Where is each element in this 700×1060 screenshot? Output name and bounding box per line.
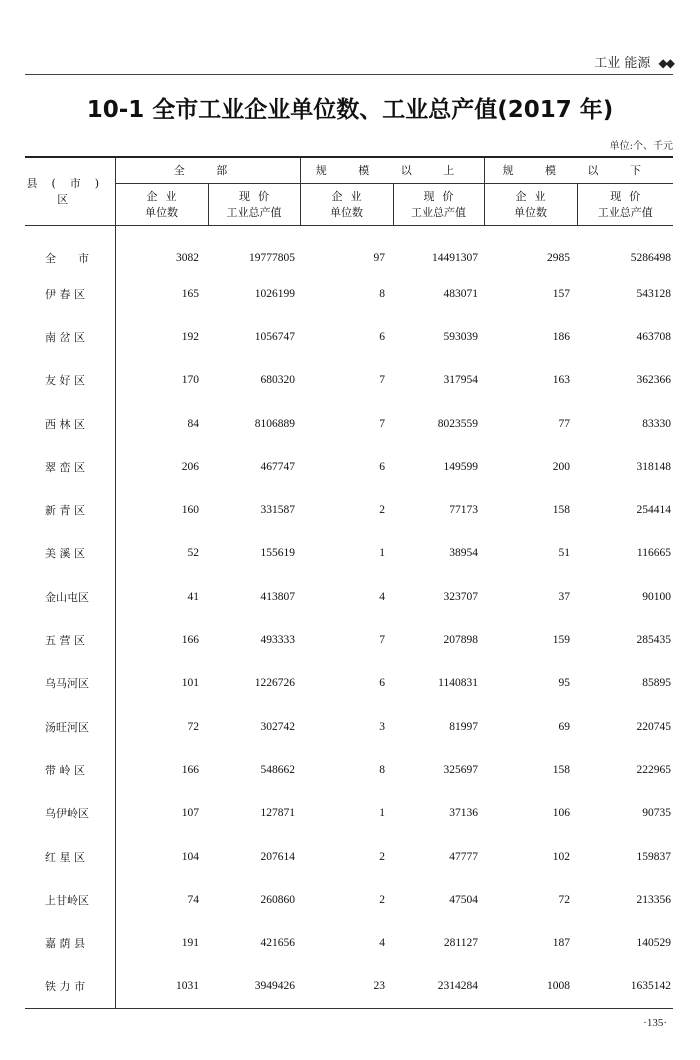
region-name: 红 星 区 (25, 835, 115, 878)
value-cell: 2985 (547, 252, 570, 264)
value-cell: 200 (552, 460, 570, 473)
value-cell: 104 (181, 850, 199, 863)
value-cell: 1140831 (438, 677, 478, 690)
sub-header-line2: 单位数 (145, 205, 178, 219)
value-cell: 3949426 (208, 965, 300, 1009)
value-cell: 325697 (443, 763, 478, 776)
group-header-below-scale: 规 模 以 下 (484, 157, 673, 184)
diamond-ornament-icon: ◆◆ (658, 56, 673, 70)
value-cell: 84 (187, 417, 199, 430)
value-cell: 90735 (642, 807, 671, 820)
value-cell: 260860 (260, 893, 295, 906)
sub-header-line1: 现价 (610, 189, 649, 203)
sub-header-line2: 工业总产值 (411, 205, 466, 219)
value-cell: 2 (379, 893, 385, 906)
value-cell: 74 (187, 893, 199, 906)
region-name: 五 营 区 (25, 618, 115, 661)
value-cell: 37136 (449, 807, 478, 820)
running-header-section: 工业 能源 (594, 56, 651, 71)
sub-header-cell (208, 184, 300, 226)
value-cell: 41 (187, 590, 199, 603)
value-cell: 127871 (260, 807, 295, 820)
value-cell: 207898 (443, 634, 478, 647)
table-row (25, 272, 673, 315)
value-cell: 1026199 (254, 287, 295, 300)
value-cell: 77 (558, 417, 570, 430)
table-row (25, 226, 673, 273)
sub-header-cell (577, 184, 673, 226)
table-row (25, 835, 673, 878)
sub-header-row (25, 184, 673, 226)
value-cell: 7 (379, 374, 385, 387)
table-row (25, 618, 673, 661)
region-name: 上甘岭区 (25, 878, 115, 921)
value-cell: 1226726 (254, 677, 295, 690)
value-cell: 7 (379, 417, 385, 430)
statistics-table (25, 156, 673, 1009)
value-cell: 2 (379, 504, 385, 517)
value-cell: 165 (181, 287, 199, 300)
value-cell: 101 (181, 677, 199, 690)
value-cell: 1008 (484, 965, 577, 1009)
value-cell: 467747 (260, 460, 295, 473)
value-cell: 543128 (636, 287, 671, 300)
value-cell: 4 (379, 590, 385, 603)
sub-header-line1: 企业 (515, 189, 554, 203)
region-name: 美 溪 区 (25, 532, 115, 575)
sub-header-cell (115, 184, 208, 226)
value-cell: 140529 (636, 937, 671, 950)
region-name: 伊 春 区 (25, 272, 115, 315)
value-cell: 37 (558, 590, 570, 603)
value-cell: 1635142 (577, 965, 673, 1009)
value-cell: 1031 (115, 965, 208, 1009)
value-cell: 331587 (260, 504, 295, 517)
value-cell: 8023559 (437, 417, 478, 430)
region-name: 乌伊岭区 (25, 792, 115, 835)
value-cell: 159 (552, 634, 570, 647)
value-cell: 47777 (449, 850, 478, 863)
value-cell: 116665 (636, 547, 671, 560)
value-cell: 72 (558, 893, 570, 906)
table-row (25, 359, 673, 402)
value-cell: 220745 (636, 720, 671, 733)
running-header (594, 52, 673, 71)
value-cell: 281127 (443, 937, 478, 950)
value-cell: 4 (379, 937, 385, 950)
value-cell: 5286498 (630, 252, 671, 264)
table-row (25, 748, 673, 791)
value-cell: 38954 (449, 547, 478, 560)
sub-header-line1: 现价 (239, 189, 277, 203)
sub-header-line1: 企业 (146, 189, 185, 203)
value-cell: 8 (379, 287, 385, 300)
value-cell: 102 (552, 850, 570, 863)
value-cell: 85895 (642, 677, 671, 690)
table-row (25, 792, 673, 835)
value-cell: 1 (379, 547, 385, 560)
value-cell: 160 (181, 504, 199, 517)
value-cell: 19777805 (249, 252, 295, 264)
table-row (25, 315, 673, 358)
region-name: 友 好 区 (25, 359, 115, 402)
value-cell: 186 (552, 330, 570, 343)
value-cell: 23 (300, 965, 393, 1009)
group-header-above-scale: 规 模 以 上 (300, 157, 484, 184)
value-cell: 2314284 (393, 965, 484, 1009)
value-cell: 52 (187, 547, 199, 560)
value-cell: 51 (558, 547, 570, 560)
value-cell: 3 (379, 720, 385, 733)
value-cell: 413807 (260, 590, 295, 603)
value-cell: 254414 (636, 504, 671, 517)
group-header-row (25, 157, 673, 184)
value-cell: 90100 (642, 590, 671, 603)
value-cell: 1 (379, 807, 385, 820)
value-cell: 2 (379, 850, 385, 863)
value-cell: 192 (181, 330, 199, 343)
value-cell: 166 (181, 634, 199, 647)
value-cell: 302742 (260, 720, 295, 733)
value-cell: 362366 (636, 374, 671, 387)
value-cell: 158 (552, 763, 570, 776)
value-cell: 170 (181, 374, 199, 387)
value-cell: 81997 (449, 720, 478, 733)
value-cell: 206 (181, 460, 199, 473)
table-row (25, 705, 673, 748)
value-cell: 166 (181, 763, 199, 776)
value-cell: 6 (379, 677, 385, 690)
value-cell: 318148 (636, 460, 671, 473)
sub-header-line1: 企业 (331, 189, 370, 203)
region-name: 翠 峦 区 (25, 445, 115, 488)
region-name: 西 林 区 (25, 402, 115, 445)
value-cell: 83330 (642, 417, 671, 430)
value-cell: 548662 (260, 763, 295, 776)
table-row (25, 921, 673, 964)
table-body (25, 226, 673, 1009)
page-number: ·135· (643, 1017, 667, 1029)
value-cell: 421656 (260, 937, 295, 950)
unit-label: 单位:个、千元 (609, 141, 673, 152)
page-title: 10-1 全市工业企业单位数、工业总产值(2017 年) (86, 97, 614, 123)
value-cell: 191 (181, 937, 199, 950)
value-cell: 159837 (636, 850, 671, 863)
value-cell: 158 (552, 504, 570, 517)
value-cell: 3082 (176, 252, 199, 264)
value-cell: 593039 (443, 330, 478, 343)
region-name: 南 岔 区 (25, 315, 115, 358)
group-header-all: 全 部 (115, 157, 300, 184)
value-cell: 317954 (443, 374, 478, 387)
region-name: 带 岭 区 (25, 748, 115, 791)
value-cell: 285435 (636, 634, 671, 647)
table-row (25, 575, 673, 618)
value-cell: 493333 (260, 634, 295, 647)
stub-header: 县(市)区 (25, 157, 115, 226)
value-cell: 483071 (443, 287, 478, 300)
sub-header-line1: 现价 (423, 189, 462, 203)
table-row (25, 662, 673, 705)
value-cell: 187 (552, 937, 570, 950)
sub-header-cell (300, 184, 393, 226)
value-cell: 6 (379, 330, 385, 343)
sub-header-cell (393, 184, 484, 226)
value-cell: 1056747 (254, 330, 295, 343)
table-row (25, 965, 673, 1009)
value-cell: 163 (552, 374, 570, 387)
value-cell: 222965 (636, 763, 671, 776)
value-cell: 6 (379, 460, 385, 473)
value-cell: 463708 (636, 330, 671, 343)
value-cell: 95 (558, 677, 570, 690)
sub-header-line2: 单位数 (514, 205, 547, 219)
sub-header-line2: 工业总产值 (597, 205, 653, 219)
sub-header-line2: 工业总产值 (226, 205, 282, 219)
sub-header-line2: 单位数 (330, 205, 363, 219)
value-cell: 97 (373, 252, 385, 264)
value-cell: 8106889 (254, 417, 295, 430)
value-cell: 14491307 (432, 252, 478, 264)
table-row (25, 402, 673, 445)
region-name: 嘉 荫 县 (25, 921, 115, 964)
value-cell: 680320 (260, 374, 295, 387)
value-cell: 107 (181, 807, 199, 820)
sub-header-cell (484, 184, 577, 226)
region-name: 全 市 (25, 226, 115, 273)
region-name: 汤旺河区 (25, 705, 115, 748)
value-cell: 72 (187, 720, 199, 733)
table-row (25, 532, 673, 575)
region-name: 金山屯区 (25, 575, 115, 618)
value-cell: 69 (558, 720, 570, 733)
value-cell: 213356 (636, 893, 671, 906)
region-name: 乌马河区 (25, 662, 115, 705)
value-cell: 77173 (449, 504, 478, 517)
value-cell: 207614 (260, 850, 295, 863)
table-row (25, 445, 673, 488)
value-cell: 155619 (260, 547, 295, 560)
value-cell: 323707 (443, 590, 478, 603)
table-row (25, 488, 673, 531)
header-rule (25, 74, 673, 75)
value-cell: 106 (552, 807, 570, 820)
value-cell: 7 (379, 634, 385, 647)
region-name: 新 青 区 (25, 488, 115, 531)
table-row (25, 878, 673, 921)
value-cell: 149599 (443, 460, 478, 473)
value-cell: 157 (552, 287, 570, 300)
region-name: 铁 力 市 (25, 965, 115, 1009)
value-cell: 47504 (449, 893, 478, 906)
value-cell: 8 (379, 763, 385, 776)
